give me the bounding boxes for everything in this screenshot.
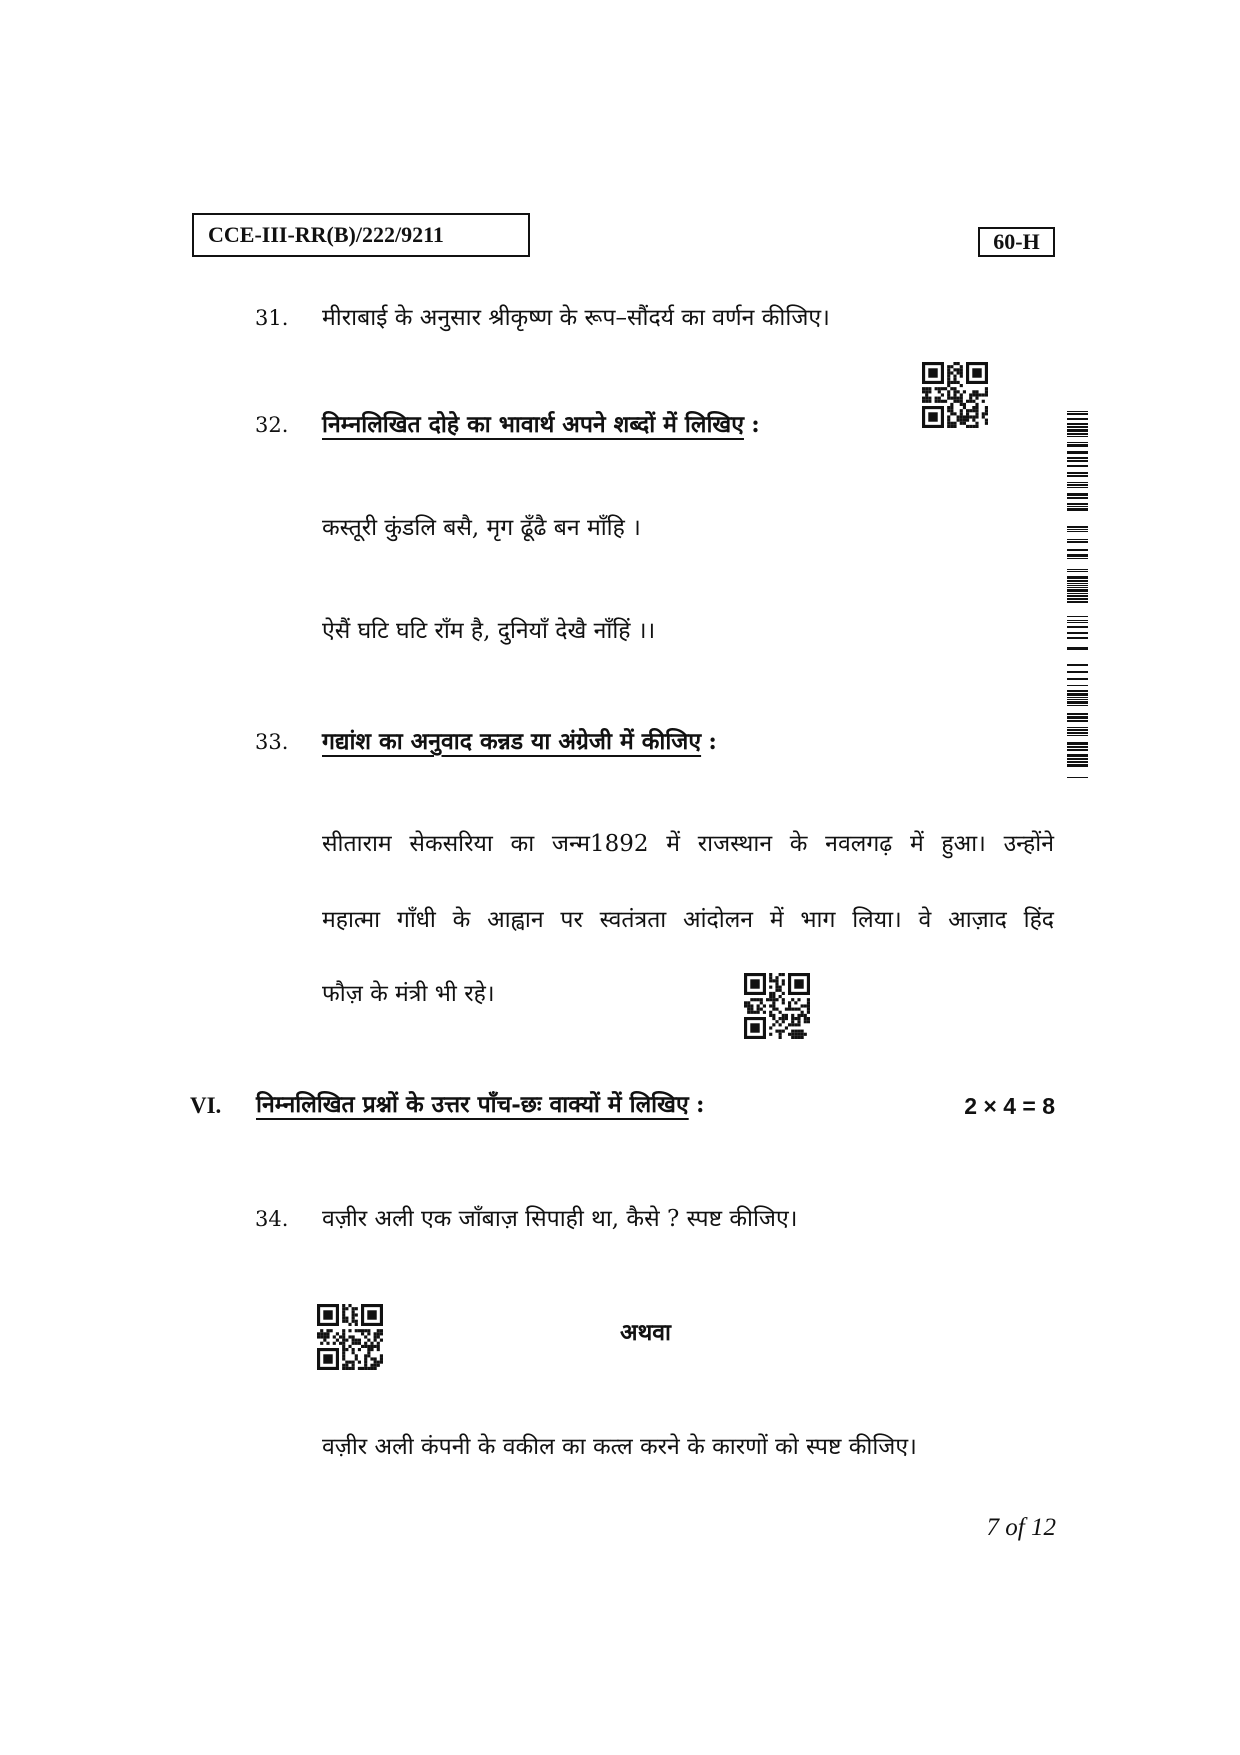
section-marks: 2 × 4 = 8: [964, 1093, 1055, 1119]
question-paper-code: CCE-III-RR(B)/222/9211: [192, 213, 530, 257]
or-label: अथवा: [620, 1319, 672, 1346]
question-32-colon: :: [751, 411, 760, 438]
question-31-text: मीराबाई के अनुसार श्रीकृष्ण के रूप–सौंदर्य का वर्णन कीजिए।: [322, 305, 830, 331]
qr-code-icon: [317, 1304, 383, 1370]
question-number-31: 31.: [255, 306, 289, 330]
question-32-heading-wrap: [322, 407, 760, 439]
question-33-colon: :: [708, 728, 717, 755]
passage-line-2: महात्मा गाँधी के आह्वान पर स्वतंत्रता आंदोलन में भाग लिया। वे आज़ाद हिंद: [322, 907, 1054, 933]
section-number: VI.: [190, 1093, 222, 1118]
section-heading: निम्नलिखित प्रश्नों के उत्तर पाँच-छः वाक्यों में लिखिए: [256, 1091, 689, 1118]
question-number-34: 34.: [255, 1207, 289, 1231]
question-33-heading-wrap: [322, 724, 717, 756]
qr-code-icon: [922, 362, 988, 428]
question-number-33: 33.: [255, 730, 289, 754]
question-number-32: 32.: [255, 413, 289, 437]
passage-line-1: सीताराम सेकसरिया का जन्म1892 में राजस्थान के नवलगढ़ में हुआ। उन्होंने: [322, 831, 1054, 857]
doha-line-1: कस्तूरी कुंडलि बसै, मृग ढूँढै बन माँहि ।: [322, 515, 641, 541]
question-34-text: वज़ीर अली एक जाँबाज़ सिपाही था, कैसे ? स्पष्ट कीजिए।: [322, 1206, 798, 1232]
section-heading-colon: :: [696, 1091, 705, 1118]
doha-line-2: ऐसैं घटि घटि राँम है, दुनियाँ देखै नाँहिं ।।: [322, 618, 656, 644]
question-33-heading: गद्यांश का अनुवाद कन्नड या अंग्रेजी में कीजिए: [322, 728, 702, 755]
section-heading-wrap: [256, 1087, 705, 1119]
barcode-icon: [1067, 408, 1088, 778]
page-number: 7 of 12: [986, 1514, 1056, 1541]
qr-code-icon: [744, 973, 810, 1039]
question-34-alternative: वज़ीर अली कंपनी के वकील का कत्ल करने के कारणों को स्पष्ट कीजिए।: [322, 1434, 917, 1460]
passage-line-3: फौज़ के मंत्री भी रहे।: [322, 981, 495, 1007]
paper-set-code: 60-H: [978, 227, 1055, 257]
question-32-heading: निम्नलिखित दोहे का भावार्थ अपने शब्दों में लिखिए: [322, 411, 744, 438]
